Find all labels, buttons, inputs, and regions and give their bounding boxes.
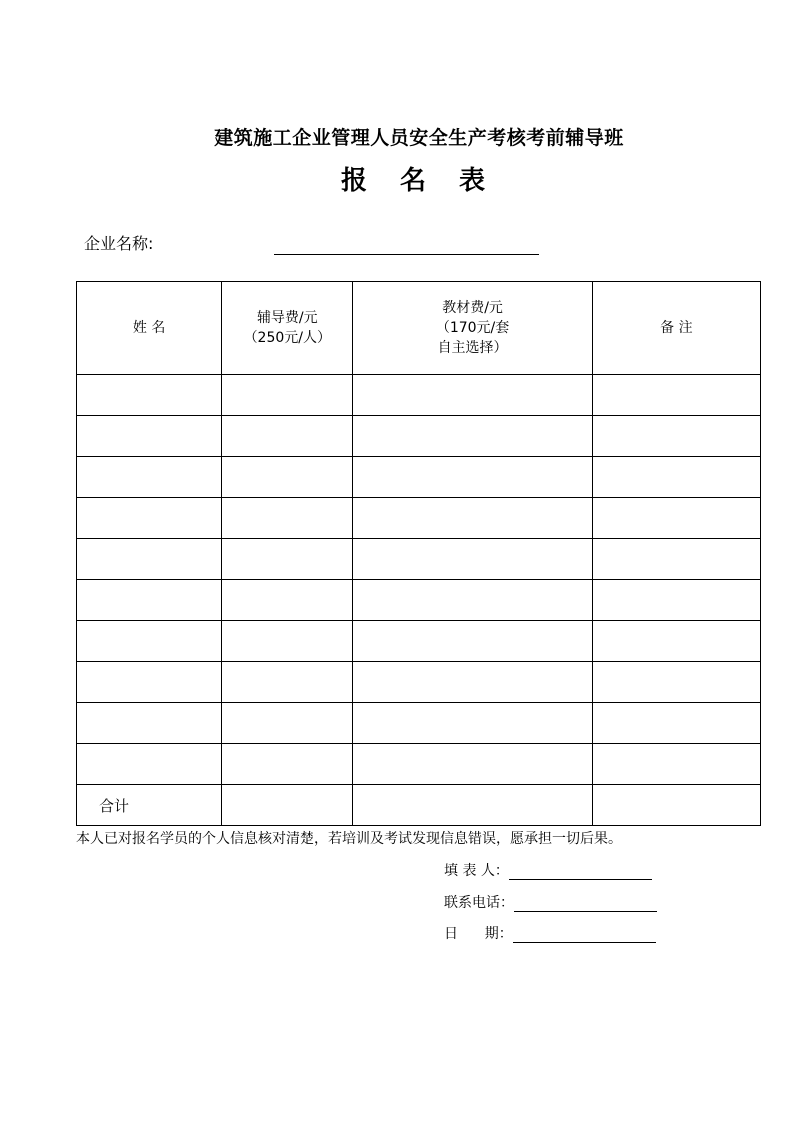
- cell-book-fee[interactable]: [353, 498, 592, 539]
- header-tutor-fee-line-1: 辅导费/元: [256, 310, 318, 326]
- cell-note[interactable]: [592, 703, 760, 744]
- cell-book-fee[interactable]: [353, 662, 592, 703]
- total-tutor-fee[interactable]: [222, 785, 353, 826]
- table-row: [77, 375, 761, 416]
- table-row: [77, 662, 761, 703]
- filler-row: [444, 860, 652, 880]
- cell-tutor-fee[interactable]: [222, 375, 353, 416]
- cell-book-fee[interactable]: [353, 457, 592, 498]
- table-row: [77, 744, 761, 785]
- cell-name[interactable]: [77, 539, 222, 580]
- total-note[interactable]: [592, 785, 760, 826]
- cell-note[interactable]: [592, 416, 760, 457]
- header-tutor-fee-line-2: （250元/人）: [243, 330, 332, 346]
- cell-book-fee[interactable]: [353, 621, 592, 662]
- cell-note[interactable]: [592, 375, 760, 416]
- table-row: [77, 703, 761, 744]
- cell-name[interactable]: [77, 744, 222, 785]
- header-book-fee-line-3: 自主选择）: [437, 340, 508, 356]
- table-row: [77, 457, 761, 498]
- cell-note[interactable]: [592, 621, 760, 662]
- phone-label: 联系电话：: [444, 895, 514, 911]
- form-title: 建筑施工企业管理人员安全生产考核考前辅导班: [214, 127, 624, 149]
- header-name: 姓 名: [77, 282, 222, 375]
- header-note: 备 注: [592, 282, 760, 375]
- cell-tutor-fee[interactable]: [222, 580, 353, 621]
- cell-name[interactable]: [77, 457, 222, 498]
- cell-tutor-fee[interactable]: [222, 498, 353, 539]
- cell-tutor-fee[interactable]: [222, 457, 353, 498]
- form-subtitle: 报 名 表: [340, 166, 498, 196]
- cell-note[interactable]: [592, 457, 760, 498]
- company-name-label: 企业名称:: [84, 234, 154, 253]
- cell-name[interactable]: [77, 621, 222, 662]
- filler-field[interactable]: [509, 861, 652, 880]
- cell-note[interactable]: [592, 744, 760, 785]
- table-row: [77, 416, 761, 457]
- date-field[interactable]: [513, 924, 656, 943]
- cell-tutor-fee[interactable]: [222, 662, 353, 703]
- table-row: [77, 539, 761, 580]
- header-book-fee-line-2: （170元/套: [435, 320, 510, 336]
- cell-tutor-fee[interactable]: [222, 621, 353, 662]
- total-row: [77, 785, 761, 826]
- total-book-fee[interactable]: [353, 785, 592, 826]
- cell-note[interactable]: [592, 539, 760, 580]
- date-row: [444, 923, 656, 943]
- cell-book-fee[interactable]: [353, 416, 592, 457]
- cell-name[interactable]: [77, 375, 222, 416]
- table-row: [77, 580, 761, 621]
- phone-field[interactable]: [514, 893, 657, 912]
- cell-book-fee[interactable]: [353, 539, 592, 580]
- declaration-text: 本人已对报名学员的个人信息核对清楚，若培训及考试发现信息错误，愿承担一切后果。: [76, 831, 622, 847]
- cell-note[interactable]: [592, 662, 760, 703]
- registration-table: [76, 281, 761, 826]
- company-name-field[interactable]: [274, 254, 539, 255]
- header-book-fee: [353, 282, 592, 375]
- cell-book-fee[interactable]: [353, 703, 592, 744]
- cell-name[interactable]: [77, 498, 222, 539]
- table-row: [77, 621, 761, 662]
- cell-note[interactable]: [592, 498, 760, 539]
- table-row: [77, 498, 761, 539]
- cell-name[interactable]: [77, 662, 222, 703]
- total-label: 合计: [77, 785, 222, 826]
- cell-note[interactable]: [592, 580, 760, 621]
- cell-tutor-fee[interactable]: [222, 744, 353, 785]
- cell-name[interactable]: [77, 703, 222, 744]
- table-header-row: [77, 282, 761, 375]
- cell-name[interactable]: [77, 580, 222, 621]
- cell-tutor-fee[interactable]: [222, 703, 353, 744]
- header-book-fee-line-1: 教材费/元: [442, 300, 503, 316]
- cell-book-fee[interactable]: [353, 375, 592, 416]
- cell-tutor-fee[interactable]: [222, 416, 353, 457]
- date-label: 日 期：: [444, 926, 513, 942]
- phone-row: [444, 892, 657, 912]
- cell-book-fee[interactable]: [353, 744, 592, 785]
- header-tutor-fee: [222, 282, 353, 375]
- cell-tutor-fee[interactable]: [222, 539, 353, 580]
- cell-book-fee[interactable]: [353, 580, 592, 621]
- filler-label: 填 表 人：: [444, 863, 509, 879]
- cell-name[interactable]: [77, 416, 222, 457]
